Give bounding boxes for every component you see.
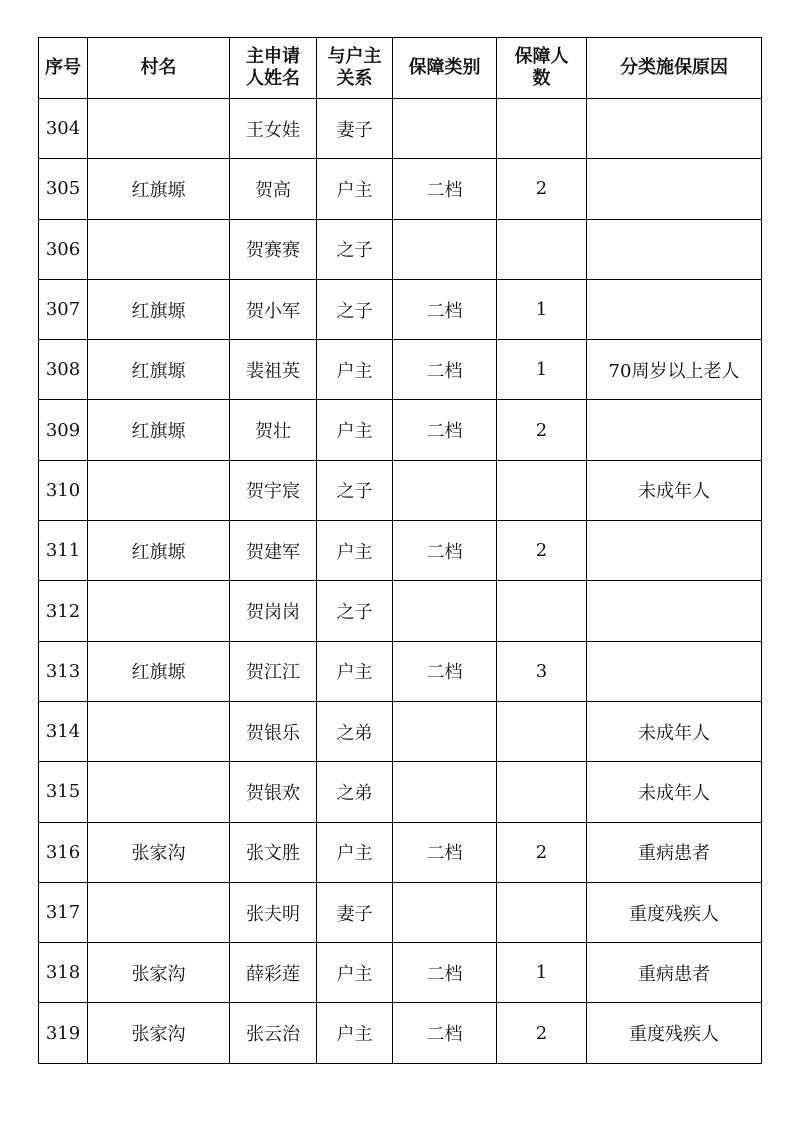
cell-name: 王女娃 [230, 99, 317, 159]
cell-count [497, 460, 587, 520]
cell-relation: 户主 [317, 340, 393, 400]
cell-count: 2 [497, 159, 587, 219]
cell-seq: 317 [39, 882, 88, 942]
cell-seq: 315 [39, 762, 88, 822]
cell-reason [587, 521, 762, 581]
cell-category [393, 219, 497, 279]
cell-name: 贺高 [230, 159, 317, 219]
cell-name: 贺建军 [230, 521, 317, 581]
cell-name: 张文胜 [230, 822, 317, 882]
cell-name: 贺宇宸 [230, 460, 317, 520]
cell-relation: 之子 [317, 581, 393, 641]
cell-relation: 之子 [317, 279, 393, 339]
table-row [39, 822, 762, 882]
table-row [39, 641, 762, 701]
cell-reason: 70周岁以上老人 [587, 340, 762, 400]
cell-village [88, 882, 230, 942]
cell-village: 张家沟 [88, 822, 230, 882]
cell-village: 红旗塬 [88, 521, 230, 581]
cell-village: 红旗塬 [88, 340, 230, 400]
cell-relation: 之子 [317, 460, 393, 520]
cell-category: 二档 [393, 1003, 497, 1063]
cell-relation: 户主 [317, 943, 393, 1003]
cell-category: 二档 [393, 279, 497, 339]
cell-seq: 304 [39, 99, 88, 159]
header-count: 保障人 数 [497, 38, 587, 99]
cell-reason: 未成年人 [587, 701, 762, 761]
cell-relation: 妻子 [317, 99, 393, 159]
cell-seq: 311 [39, 521, 88, 581]
cell-count [497, 762, 587, 822]
cell-category: 二档 [393, 521, 497, 581]
cell-count: 1 [497, 943, 587, 1003]
cell-name: 裴祖英 [230, 340, 317, 400]
cell-relation: 户主 [317, 641, 393, 701]
cell-village [88, 581, 230, 641]
cell-count: 2 [497, 400, 587, 460]
cell-name: 贺岗岗 [230, 581, 317, 641]
cell-village: 红旗塬 [88, 400, 230, 460]
header-relation: 与户主 关系 [317, 38, 393, 99]
cell-name: 贺壮 [230, 400, 317, 460]
cell-relation: 户主 [317, 159, 393, 219]
cell-category: 二档 [393, 400, 497, 460]
cell-village: 红旗塬 [88, 279, 230, 339]
cell-seq: 309 [39, 400, 88, 460]
cell-category [393, 460, 497, 520]
table-row [39, 521, 762, 581]
table-row [39, 99, 762, 159]
cell-reason: 未成年人 [587, 460, 762, 520]
table-row [39, 1003, 762, 1063]
cell-village [88, 701, 230, 761]
cell-reason [587, 279, 762, 339]
cell-village [88, 219, 230, 279]
cell-category: 二档 [393, 159, 497, 219]
cell-category: 二档 [393, 822, 497, 882]
cell-seq: 312 [39, 581, 88, 641]
cell-village: 张家沟 [88, 943, 230, 1003]
header-applicant: 主申请 人姓名 [230, 38, 317, 99]
cell-seq: 306 [39, 219, 88, 279]
cell-count: 2 [497, 822, 587, 882]
cell-reason [587, 219, 762, 279]
table-row [39, 400, 762, 460]
cell-village: 红旗塬 [88, 159, 230, 219]
cell-reason [587, 641, 762, 701]
cell-relation: 之弟 [317, 701, 393, 761]
header-category: 保障类别 [393, 38, 497, 99]
cell-reason [587, 400, 762, 460]
cell-seq: 305 [39, 159, 88, 219]
cell-village [88, 460, 230, 520]
cell-seq: 314 [39, 701, 88, 761]
cell-village: 张家沟 [88, 1003, 230, 1063]
table-row [39, 159, 762, 219]
cell-count [497, 701, 587, 761]
cell-relation: 之弟 [317, 762, 393, 822]
cell-reason: 重病患者 [587, 822, 762, 882]
table-row [39, 279, 762, 339]
table-row [39, 882, 762, 942]
table-row [39, 581, 762, 641]
cell-count: 1 [497, 279, 587, 339]
cell-reason: 重度残疾人 [587, 882, 762, 942]
cell-seq: 316 [39, 822, 88, 882]
cell-name: 贺银乐 [230, 701, 317, 761]
cell-count [497, 581, 587, 641]
cell-category [393, 882, 497, 942]
cell-name: 薛彩莲 [230, 943, 317, 1003]
cell-village: 红旗塬 [88, 641, 230, 701]
cell-count: 3 [497, 641, 587, 701]
cell-reason: 重度残疾人 [587, 1003, 762, 1063]
cell-name: 贺赛赛 [230, 219, 317, 279]
table-row [39, 701, 762, 761]
cell-seq: 313 [39, 641, 88, 701]
cell-name: 张云治 [230, 1003, 317, 1063]
cell-village [88, 762, 230, 822]
table-row [39, 762, 762, 822]
table-row [39, 340, 762, 400]
header-village: 村名 [88, 38, 230, 99]
cell-category [393, 762, 497, 822]
cell-count: 2 [497, 1003, 587, 1063]
cell-reason [587, 159, 762, 219]
header-reason: 分类施保原因 [587, 38, 762, 99]
cell-relation: 户主 [317, 521, 393, 581]
cell-village [88, 99, 230, 159]
cell-reason: 重病患者 [587, 943, 762, 1003]
cell-relation: 户主 [317, 400, 393, 460]
table-row [39, 943, 762, 1003]
cell-category: 二档 [393, 641, 497, 701]
cell-relation: 户主 [317, 822, 393, 882]
cell-seq: 318 [39, 943, 88, 1003]
cell-relation: 户主 [317, 1003, 393, 1063]
cell-category [393, 701, 497, 761]
cell-category [393, 99, 497, 159]
table-row [39, 460, 762, 520]
cell-name: 贺江江 [230, 641, 317, 701]
benefit-roster-table [38, 37, 762, 1064]
cell-category [393, 581, 497, 641]
cell-relation: 之子 [317, 219, 393, 279]
cell-category: 二档 [393, 340, 497, 400]
cell-count: 1 [497, 340, 587, 400]
cell-reason [587, 99, 762, 159]
header-row [39, 38, 762, 99]
cell-count [497, 99, 587, 159]
cell-relation: 妻子 [317, 882, 393, 942]
cell-seq: 319 [39, 1003, 88, 1063]
cell-reason [587, 581, 762, 641]
cell-seq: 307 [39, 279, 88, 339]
cell-category: 二档 [393, 943, 497, 1003]
cell-seq: 308 [39, 340, 88, 400]
cell-seq: 310 [39, 460, 88, 520]
cell-count: 2 [497, 521, 587, 581]
cell-name: 张夫明 [230, 882, 317, 942]
table-row [39, 219, 762, 279]
cell-count [497, 219, 587, 279]
cell-count [497, 882, 587, 942]
header-seq: 序号 [39, 38, 88, 99]
cell-reason: 未成年人 [587, 762, 762, 822]
cell-name: 贺小军 [230, 279, 317, 339]
cell-name: 贺银欢 [230, 762, 317, 822]
